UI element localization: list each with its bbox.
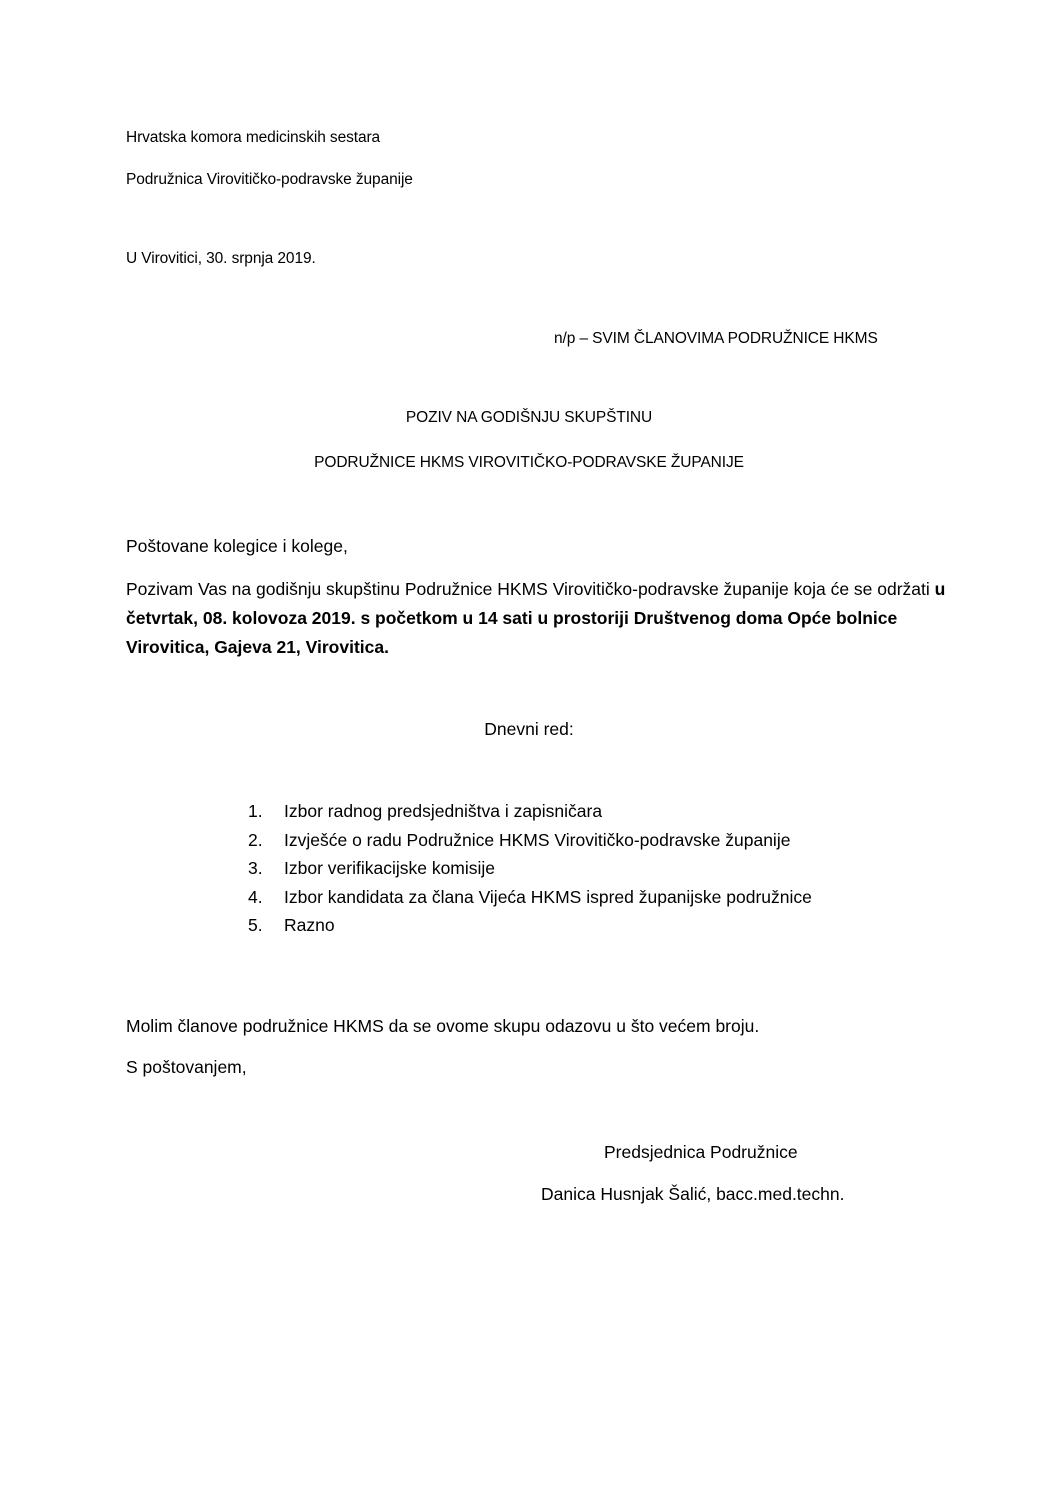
agenda-item-text: Izvješće o radu Podružnice HKMS Virovitičko-podravske županije (284, 829, 791, 850)
agenda-item-number: 1. (248, 801, 263, 821)
title-line-1: POZIV NA GODIŠNJU SKUPŠTINU (405, 409, 653, 426)
greeting: Poštovane kolegice i kolege, (126, 536, 348, 556)
agenda-list (248, 801, 812, 944)
closing-regards: S poštovanjem, (126, 1057, 247, 1077)
agenda-item (248, 801, 812, 830)
agenda-item-number: 2. (248, 829, 263, 850)
agenda-item (248, 915, 812, 944)
signature-name: Danica Husnjak Šalić, bacc.med.techn. (541, 1184, 845, 1204)
invitation-details: u četvrtak, 08. kolovoza 2019. s početkom u 14 sati u prostoriji Društvenog doma Opće bolnice Virovitica, Gajeva 21, Virovitica. (126, 579, 946, 657)
closing-request: Molim članove podružnice HKMS da se ovome skupu odazovu u što većem broju. (126, 1016, 760, 1036)
agenda-item (248, 830, 812, 859)
invitation-paragraph (126, 575, 946, 662)
organization-name: Hrvatska komora medicinskih sestara (126, 129, 381, 146)
agenda-item-number: 4. (248, 886, 263, 907)
agenda-item-text: Izbor kandidata za člana Vijeća HKMS ispred županijske podružnice (284, 886, 812, 907)
agenda-item (248, 858, 812, 887)
agenda-item-text: Izbor radnog predsjedništva i zapisničara (284, 801, 603, 821)
signature-title: Predsjednica Podružnice (604, 1142, 798, 1162)
agenda-item-text: Razno (284, 915, 335, 935)
date-line: U Virovitici, 30. srpnja 2019. (126, 250, 316, 267)
agenda-item-text: Izbor verifikacijske komisije (284, 858, 496, 878)
title-line-2: PODRUŽNICE HKMS VIROVITIČKO-PODRAVSKE ŽUPANIJE (314, 454, 744, 471)
invitation-intro: Pozivam Vas na godišnju skupštinu Podružnice HKMS Virovitičko-podravske županije koja će se održati (126, 579, 935, 599)
agenda-heading: Dnevni red: (484, 719, 574, 739)
agenda-item-number: 3. (248, 858, 263, 878)
recipient-line: n/p – SVIM ČLANOVIMA PODRUŽNICE HKMS (554, 330, 878, 347)
agenda-item-number: 5. (248, 915, 263, 935)
branch-name: Podružnica Virovitičko-podravske županije (126, 171, 413, 188)
agenda-item (248, 887, 812, 916)
